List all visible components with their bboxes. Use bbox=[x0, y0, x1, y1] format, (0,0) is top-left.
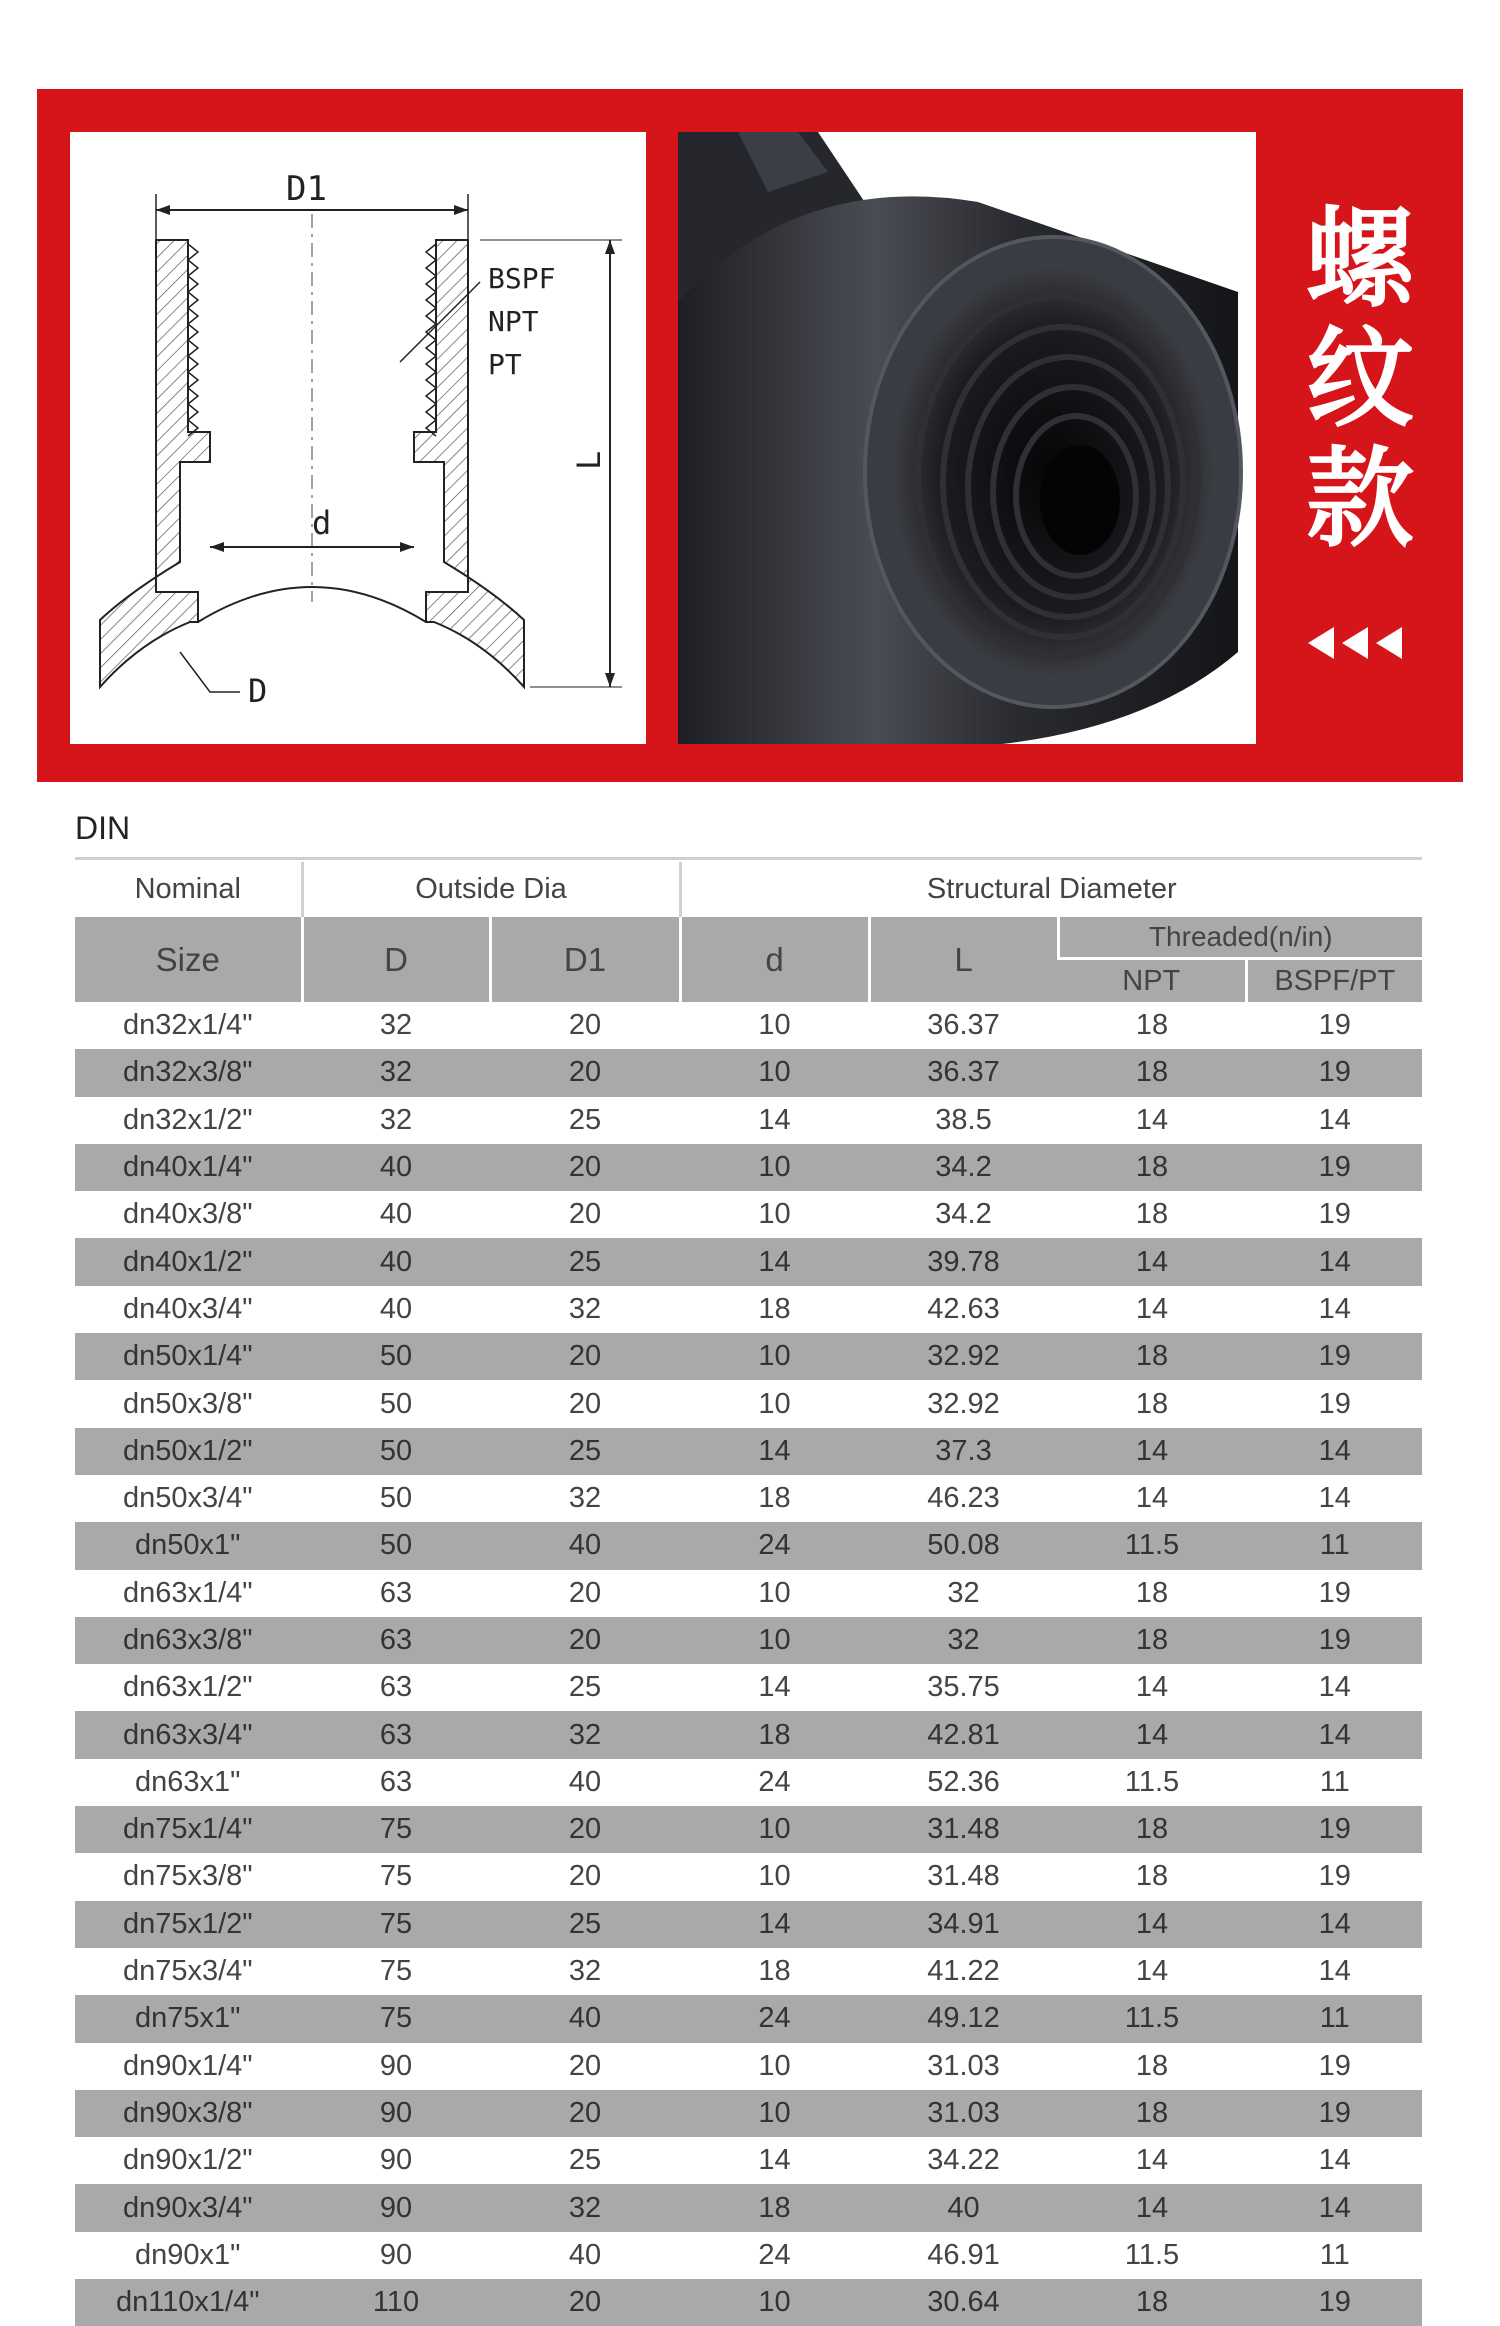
cell-D: 50 bbox=[302, 1522, 490, 1569]
threaded-fitting-illustration bbox=[678, 132, 1256, 744]
cell-d: 10 bbox=[758, 1387, 791, 1420]
banner-title-char-3: 款 bbox=[1305, 437, 1414, 562]
cell-npt: 18 bbox=[1058, 1806, 1246, 1853]
table-row bbox=[75, 1759, 1422, 1806]
cell-d: 18 bbox=[758, 1955, 791, 1988]
cell-bspf-pt: 14 bbox=[1318, 1671, 1351, 1704]
cell-D: 50 bbox=[379, 1482, 413, 1515]
cell-D1: 20 bbox=[568, 1860, 602, 1893]
cell-d: 18 bbox=[758, 1482, 791, 1515]
spec-table bbox=[75, 862, 1422, 2326]
cell-npt: 14 bbox=[1135, 1955, 1169, 1988]
cell-d: 14 bbox=[758, 1103, 791, 1136]
cell-size: dn50x1/4" bbox=[75, 1333, 302, 1380]
cell-d: 10 bbox=[680, 1333, 869, 1380]
cell-bspf-pt: 11 bbox=[1246, 1522, 1422, 1569]
table-row bbox=[75, 1522, 1422, 1569]
header-npt: NPT bbox=[1058, 959, 1246, 1003]
cell-d: 10 bbox=[758, 2049, 791, 2082]
cell-d: 10 bbox=[680, 1144, 869, 1191]
table-row bbox=[75, 1333, 1422, 1380]
cell-npt: 14 bbox=[1135, 1671, 1169, 1704]
cell-bspf-pt: 19 bbox=[1246, 1333, 1422, 1380]
cell-npt: 14 bbox=[1058, 2184, 1246, 2231]
cell-D: 40 bbox=[302, 1238, 490, 1285]
cell-L: 35.75 bbox=[927, 1671, 1000, 1704]
cell-npt: 18 bbox=[1058, 2279, 1246, 2326]
cell-L: 42.81 bbox=[869, 1711, 1058, 1758]
cell-npt: 18 bbox=[1135, 1198, 1169, 1231]
cell-D1: 20 bbox=[490, 2279, 680, 2326]
cell-bspf-pt: 14 bbox=[1246, 1901, 1422, 1948]
cell-bspf-pt: 14 bbox=[1246, 1428, 1422, 1475]
header-nominal: Nominal bbox=[75, 862, 302, 917]
label-d1: D1 bbox=[286, 169, 327, 209]
cell-D: 32 bbox=[302, 1049, 490, 1096]
technical-diagram bbox=[70, 132, 646, 744]
cell-size: dn50x1/2" bbox=[75, 1428, 302, 1475]
cell-D1: 20 bbox=[490, 1144, 680, 1191]
cell-D: 32 bbox=[379, 1103, 413, 1136]
cell-D1: 20 bbox=[490, 2090, 680, 2137]
spec-table-body bbox=[75, 1002, 1422, 2326]
cell-npt: 11.5 bbox=[1124, 2238, 1180, 2271]
cell-size: dn90x3/8" bbox=[75, 2090, 302, 2137]
cell-D: 50 bbox=[379, 1387, 413, 1420]
cell-size: dn90x1/2" bbox=[122, 2144, 253, 2177]
cell-bspf-pt: 14 bbox=[1318, 1482, 1351, 1515]
cell-bspf-pt: 14 bbox=[1246, 1238, 1422, 1285]
cell-d: 14 bbox=[680, 1238, 869, 1285]
table-row bbox=[75, 1948, 1422, 1995]
cell-npt: 14 bbox=[1135, 2144, 1169, 2177]
cell-D: 75 bbox=[302, 1806, 490, 1853]
cell-size: dn75x3/4" bbox=[122, 1955, 253, 1988]
cell-L: 30.64 bbox=[869, 2279, 1058, 2326]
cell-size: dn63x3/8" bbox=[75, 1617, 302, 1664]
cell-D1: 25 bbox=[568, 2144, 602, 2177]
header-outside-dia: Outside Dia bbox=[302, 862, 680, 917]
cell-bspf-pt: 19 bbox=[1246, 1617, 1422, 1664]
label-length: L bbox=[570, 450, 608, 470]
table-row bbox=[75, 1380, 1422, 1427]
cell-size: dn50x3/4" bbox=[122, 1482, 253, 1515]
table-row bbox=[75, 1995, 1422, 2042]
table-row bbox=[75, 1144, 1422, 1191]
cell-size: dn40x3/4" bbox=[122, 1292, 253, 1325]
table-row bbox=[75, 1286, 1422, 1333]
cell-L: 40 bbox=[869, 2184, 1058, 2231]
label-pt: PT bbox=[488, 348, 522, 381]
cell-D: 40 bbox=[379, 1292, 413, 1325]
cell-d: 10 bbox=[680, 1617, 869, 1664]
table-row bbox=[75, 1238, 1422, 1285]
cell-size: dn63x3/4" bbox=[75, 1711, 302, 1758]
cell-L: 34.2 bbox=[935, 1198, 992, 1231]
table-row bbox=[75, 1097, 1422, 1144]
cell-D: 50 bbox=[302, 1428, 490, 1475]
cell-D1: 32 bbox=[568, 1292, 602, 1325]
cell-D1: 20 bbox=[568, 1009, 602, 1042]
cell-d: 10 bbox=[758, 1198, 791, 1231]
cell-d: 24 bbox=[680, 1522, 869, 1569]
fitting-cross-section-drawing bbox=[70, 132, 646, 744]
cell-d: 10 bbox=[680, 1806, 869, 1853]
table-row bbox=[75, 1049, 1422, 1096]
table-row bbox=[75, 1806, 1422, 1853]
cell-size: dn75x1/2" bbox=[75, 1901, 302, 1948]
cell-D1: 20 bbox=[568, 2049, 602, 2082]
cell-size: dn32x3/8" bbox=[75, 1049, 302, 1096]
cell-d: 10 bbox=[680, 2090, 869, 2137]
cell-L: 32 bbox=[947, 1576, 980, 1609]
cell-D1: 25 bbox=[490, 1901, 680, 1948]
cell-size: dn40x3/8" bbox=[122, 1198, 253, 1231]
cell-size: dn90x1" bbox=[135, 2238, 241, 2271]
cell-D1: 40 bbox=[568, 1765, 602, 1798]
table-row bbox=[75, 2184, 1422, 2231]
cell-D1: 25 bbox=[568, 1671, 602, 1704]
cell-bspf-pt: 19 bbox=[1246, 2090, 1422, 2137]
cell-size: dn40x1/4" bbox=[75, 1144, 302, 1191]
cell-size: dn40x1/2" bbox=[75, 1238, 302, 1285]
cell-npt: 18 bbox=[1135, 2049, 1169, 2082]
cell-size: dn75x3/8" bbox=[122, 1860, 253, 1893]
section-divider bbox=[75, 857, 1422, 860]
cell-bspf-pt: 14 bbox=[1246, 1711, 1422, 1758]
cell-D1: 25 bbox=[490, 1428, 680, 1475]
cell-size: dn32x1/4" bbox=[122, 1009, 253, 1042]
header-bspf-pt: BSPF/PT bbox=[1246, 959, 1422, 1003]
cell-npt: 18 bbox=[1058, 1049, 1246, 1096]
cell-D1: 20 bbox=[568, 1576, 602, 1609]
cell-D: 50 bbox=[302, 1333, 490, 1380]
cell-L: 32 bbox=[869, 1617, 1058, 1664]
cell-bspf-pt: 14 bbox=[1318, 1955, 1351, 1988]
cell-L: 31.48 bbox=[927, 1860, 1000, 1893]
cell-L: 41.22 bbox=[927, 1955, 1000, 1988]
cell-D: 75 bbox=[302, 1995, 490, 2042]
cell-bspf-pt: 19 bbox=[1246, 1144, 1422, 1191]
cell-size: dn110x1/4" bbox=[75, 2279, 302, 2326]
banner-title bbox=[1290, 197, 1430, 562]
table-row bbox=[75, 1428, 1422, 1475]
cell-d: 10 bbox=[758, 1860, 791, 1893]
cell-npt: 11.5 bbox=[1058, 1522, 1246, 1569]
header-column-row bbox=[75, 917, 1422, 959]
cell-D1: 20 bbox=[490, 1049, 680, 1096]
header-D: D bbox=[302, 917, 490, 1002]
cell-D1: 32 bbox=[490, 1711, 680, 1758]
cell-npt: 18 bbox=[1058, 1617, 1246, 1664]
cell-size: dn63x1/4" bbox=[122, 1576, 253, 1609]
cell-bspf-pt: 14 bbox=[1318, 1103, 1351, 1136]
cell-size: dn50x1" bbox=[75, 1522, 302, 1569]
product-photo bbox=[678, 132, 1256, 744]
cell-size: dn63x1/2" bbox=[122, 1671, 253, 1704]
cell-D1: 20 bbox=[568, 1387, 602, 1420]
header-structural-diameter: Structural Diameter bbox=[680, 862, 1422, 917]
cell-D1: 25 bbox=[568, 1103, 602, 1136]
header-size: Size bbox=[75, 917, 302, 1002]
cell-L: 32.92 bbox=[869, 1333, 1058, 1380]
cell-bspf-pt: 19 bbox=[1318, 2049, 1351, 2082]
cell-L: 34.22 bbox=[927, 2144, 1000, 2177]
cell-bspf-pt: 19 bbox=[1318, 1860, 1351, 1893]
cell-bspf-pt: 19 bbox=[1246, 1049, 1422, 1096]
cell-d: 18 bbox=[758, 1292, 791, 1325]
label-outer-d: D bbox=[248, 672, 268, 710]
cell-d: 24 bbox=[758, 2238, 791, 2271]
cell-size: dn50x3/8" bbox=[122, 1387, 253, 1420]
table-row bbox=[75, 1664, 1422, 1711]
label-small-d: d bbox=[312, 504, 332, 542]
cell-D1: 32 bbox=[568, 1955, 602, 1988]
cell-npt: 18 bbox=[1135, 1009, 1169, 1042]
cell-size: dn75x1/4" bbox=[75, 1806, 302, 1853]
cell-npt: 14 bbox=[1058, 1711, 1246, 1758]
cell-bspf-pt: 14 bbox=[1318, 1292, 1351, 1325]
cell-D: 63 bbox=[379, 1671, 413, 1704]
cell-L: 38.5 bbox=[935, 1103, 992, 1136]
cell-D: 40 bbox=[302, 1144, 490, 1191]
cell-bspf-pt: 19 bbox=[1318, 1576, 1351, 1609]
header-threaded: Threaded(n/in) bbox=[1058, 917, 1422, 959]
cell-L: 34.91 bbox=[869, 1901, 1058, 1948]
cell-npt: 14 bbox=[1058, 1428, 1246, 1475]
cell-D: 90 bbox=[302, 2090, 490, 2137]
cell-d: 24 bbox=[680, 1995, 869, 2042]
cell-npt: 18 bbox=[1135, 1860, 1169, 1893]
cell-bspf-pt: 19 bbox=[1246, 1806, 1422, 1853]
cell-D: 75 bbox=[379, 1860, 413, 1893]
cell-bspf-pt: 11 bbox=[1246, 1995, 1422, 2042]
cell-d: 14 bbox=[680, 1428, 869, 1475]
cell-d: 14 bbox=[758, 2144, 791, 2177]
cell-D: 63 bbox=[379, 1576, 413, 1609]
cell-bspf-pt: 11 bbox=[1319, 2238, 1350, 2271]
cell-bspf-pt: 19 bbox=[1318, 1198, 1351, 1231]
cell-bspf-pt: 19 bbox=[1318, 1009, 1351, 1042]
cell-L: 46.23 bbox=[927, 1482, 1000, 1515]
cell-d: 10 bbox=[758, 1009, 791, 1042]
cell-D: 32 bbox=[379, 1009, 413, 1042]
cell-bspf-pt: 14 bbox=[1246, 2184, 1422, 2231]
table-row bbox=[75, 1475, 1422, 1522]
cell-npt: 14 bbox=[1135, 1103, 1169, 1136]
cell-D: 63 bbox=[379, 1765, 413, 1798]
cell-D: 75 bbox=[302, 1901, 490, 1948]
cell-bspf-pt: 19 bbox=[1318, 1387, 1351, 1420]
cell-npt: 14 bbox=[1135, 1482, 1169, 1515]
cell-D: 63 bbox=[302, 1711, 490, 1758]
table-row bbox=[75, 1002, 1422, 1049]
cell-D: 90 bbox=[379, 2238, 413, 2271]
cell-d: 10 bbox=[680, 1049, 869, 1096]
cell-L: 31.03 bbox=[927, 2049, 1000, 2082]
cell-L: 52.36 bbox=[927, 1765, 1000, 1798]
cell-d: 10 bbox=[680, 2279, 869, 2326]
triple-left-arrow-icon bbox=[1308, 625, 1408, 661]
cell-L: 39.78 bbox=[869, 1238, 1058, 1285]
cell-d: 18 bbox=[680, 2184, 869, 2231]
cell-L: 37.3 bbox=[869, 1428, 1058, 1475]
cell-size: dn63x1" bbox=[135, 1765, 241, 1798]
cell-D1: 20 bbox=[490, 1617, 680, 1664]
header-group-row bbox=[75, 862, 1422, 917]
cell-npt: 18 bbox=[1135, 1387, 1169, 1420]
banner-title-char-1: 螺 bbox=[1305, 197, 1414, 322]
table-row bbox=[75, 2090, 1422, 2137]
table-row bbox=[75, 1191, 1422, 1238]
cell-L: 31.48 bbox=[869, 1806, 1058, 1853]
header-d: d bbox=[680, 917, 869, 1002]
cell-D: 40 bbox=[379, 1198, 413, 1231]
cell-D1: 25 bbox=[490, 1238, 680, 1285]
cell-d: 10 bbox=[758, 1576, 791, 1609]
cell-L: 49.12 bbox=[869, 1995, 1058, 2042]
cell-L: 34.2 bbox=[869, 1144, 1058, 1191]
cell-L: 36.37 bbox=[869, 1049, 1058, 1096]
cell-npt: 14 bbox=[1058, 1901, 1246, 1948]
cell-npt: 18 bbox=[1058, 1144, 1246, 1191]
cell-d: 14 bbox=[758, 1671, 791, 1704]
cell-L: 31.03 bbox=[869, 2090, 1058, 2137]
cell-D1: 32 bbox=[568, 1482, 602, 1515]
cell-bspf-pt: 11 bbox=[1319, 1765, 1350, 1798]
cell-npt: 11.5 bbox=[1058, 1995, 1246, 2042]
table-row bbox=[75, 2279, 1422, 2326]
cell-bspf-pt: 14 bbox=[1318, 2144, 1351, 2177]
cell-npt: 11.5 bbox=[1124, 1765, 1180, 1798]
table-row bbox=[75, 1901, 1422, 1948]
header-D1: D1 bbox=[490, 917, 680, 1002]
cell-size: dn90x1/4" bbox=[122, 2049, 253, 2082]
cell-npt: 18 bbox=[1058, 1333, 1246, 1380]
cell-D: 90 bbox=[379, 2144, 413, 2177]
cell-D1: 32 bbox=[490, 2184, 680, 2231]
cell-L: 36.37 bbox=[927, 1009, 1000, 1042]
table-row bbox=[75, 2232, 1422, 2279]
banner-title-char-2: 纹 bbox=[1305, 317, 1414, 442]
cell-npt: 14 bbox=[1058, 1238, 1246, 1285]
cell-size: dn90x3/4" bbox=[75, 2184, 302, 2231]
cell-D1: 40 bbox=[490, 1995, 680, 2042]
cell-D1: 40 bbox=[568, 2238, 602, 2271]
cell-L: 46.91 bbox=[927, 2238, 1000, 2271]
cell-d: 14 bbox=[680, 1901, 869, 1948]
cell-D: 90 bbox=[302, 2184, 490, 2231]
cell-L: 32.92 bbox=[927, 1387, 1000, 1420]
cell-npt: 14 bbox=[1135, 1292, 1169, 1325]
cell-D: 75 bbox=[379, 1955, 413, 1988]
cell-bspf-pt: 19 bbox=[1246, 2279, 1422, 2326]
cell-npt: 18 bbox=[1058, 2090, 1246, 2137]
table-row bbox=[75, 1617, 1422, 1664]
table-row bbox=[75, 2043, 1422, 2090]
cell-D: 63 bbox=[302, 1617, 490, 1664]
cell-D1: 40 bbox=[490, 1522, 680, 1569]
cell-D: 110 bbox=[302, 2279, 490, 2326]
cell-D: 90 bbox=[379, 2049, 413, 2082]
label-bspf: BSPF bbox=[488, 262, 556, 295]
cell-npt: 18 bbox=[1135, 1576, 1169, 1609]
cell-d: 24 bbox=[758, 1765, 791, 1798]
table-row bbox=[75, 1570, 1422, 1617]
cell-size: dn75x1" bbox=[75, 1995, 302, 2042]
cell-D1: 20 bbox=[490, 1333, 680, 1380]
table-row bbox=[75, 1711, 1422, 1758]
section-label: DIN bbox=[75, 810, 131, 846]
cell-L: 42.63 bbox=[927, 1292, 1000, 1325]
cell-L: 50.08 bbox=[869, 1522, 1058, 1569]
label-npt: NPT bbox=[488, 305, 539, 338]
header-L: L bbox=[869, 917, 1058, 1002]
cell-d: 18 bbox=[680, 1711, 869, 1758]
cell-D1: 20 bbox=[568, 1198, 602, 1231]
cell-size: dn32x1/2" bbox=[122, 1103, 253, 1136]
table-row bbox=[75, 2137, 1422, 2184]
cell-D1: 20 bbox=[490, 1806, 680, 1853]
table-row bbox=[75, 1853, 1422, 1900]
